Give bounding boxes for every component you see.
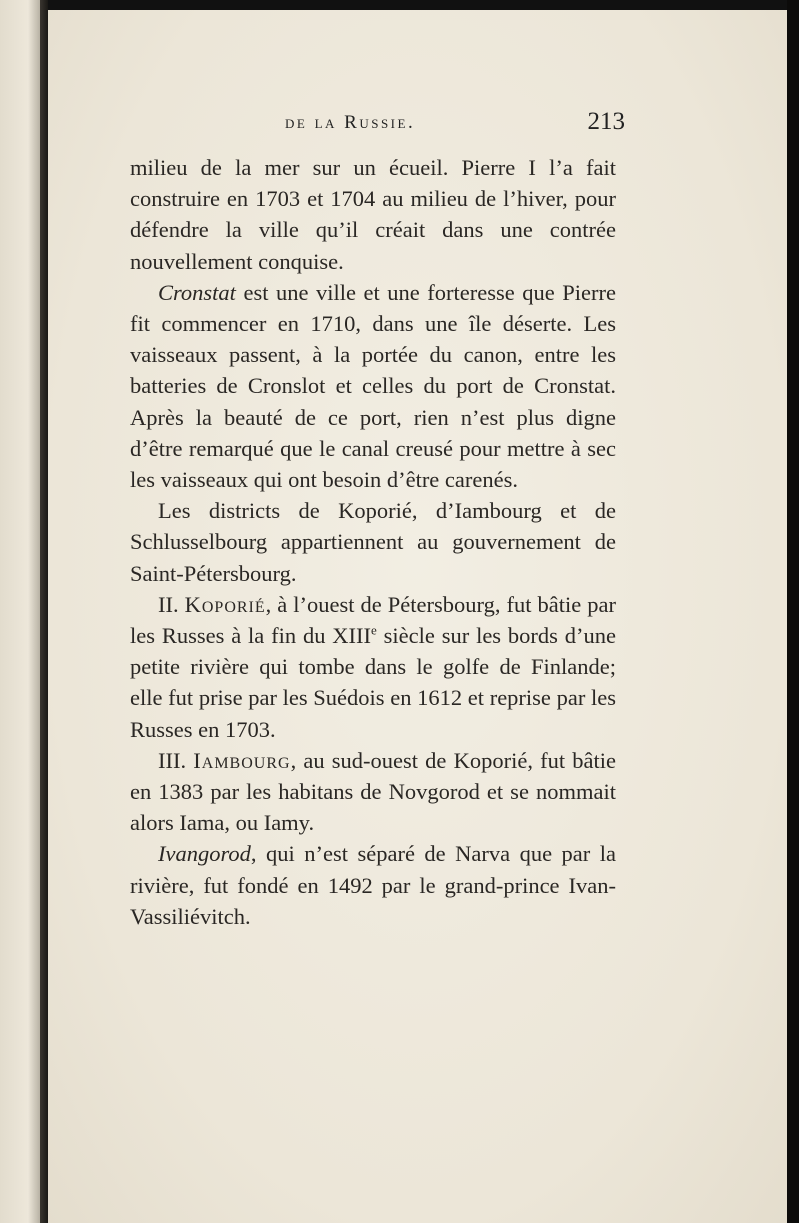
section-number-3: III. [158,747,194,773]
place-name-cronstat: Cronstat [158,279,236,305]
paragraph-1-text: milieu de la mer sur un écueil. Pierre I l’a fait construire en 1703 et 1704 au milieu de l’hiver, pour défendre la ville qu’il créait dans une contrée nouvellement conquise. [130,155,616,274]
section-number-2: II. [158,591,185,617]
place-name-koporie: Koporié [184,591,266,617]
book-gutter [40,0,48,1223]
paragraph-cronstat [130,277,616,495]
scan-border [787,0,799,1223]
paragraph-1 [130,152,616,277]
ordinal-superscript: e [371,622,377,638]
paragraph-koporie-text-b: siècle sur les bords d’une petite rivière qui tombe dans le golfe de Finlande; elle fut prise par les Suédois en 1612 et reprise par les Russes en 1703. [130,623,616,742]
page-header [285,104,625,144]
paragraph-iambourg [130,745,616,839]
paragraph-koporie-text-a: , à l’ouest de Pétersbourg, fut bâtie par les Russes à la fin du XIII [130,591,616,649]
place-name-iambourg: Iambourg [193,747,291,773]
paragraph-cronstat-text: est une ville et une forteresse que Pierre fit commencer en 1710, dans une île déserte. Les vaisseaux passent, à la portée du canon, entre les batteries de Cronslot et celles du port de Cronstat. Après la beauté de ce port, rien n’est plus digne d’être remarqué que le canal creusé pour mettre à sec les vaisseaux qui ont besoin d’être carenés. [130,279,616,493]
paragraph-koporie [130,589,616,745]
page-body [130,152,616,932]
paragraph-iambourg-text: , au sud-ouest de Koporié, fut bâtie en 1383 par les habitans de Novgorod et se nommait alors Iama, ou Iamy. [130,747,616,836]
paragraph-districts-text: Les districts de Koporié, d’Iambourg et de Schlusselbourg appartiennent au gouvernement de Saint-Pétersbourg. [130,498,616,586]
paragraph-ivangorod-text: , qui n’est séparé de Narva que par la rivière, fut fondé en 1492 par le grand-prince Ivan-Vassiliévitch. [130,841,616,929]
place-name-ivangorod: Ivangorod [158,841,251,867]
facing-page-edge [0,0,40,1223]
paragraph-ivangorod [130,838,616,932]
page-number: 213 [587,108,625,135]
paragraph-districts [130,495,616,589]
running-title: de la Russie. [285,112,416,133]
